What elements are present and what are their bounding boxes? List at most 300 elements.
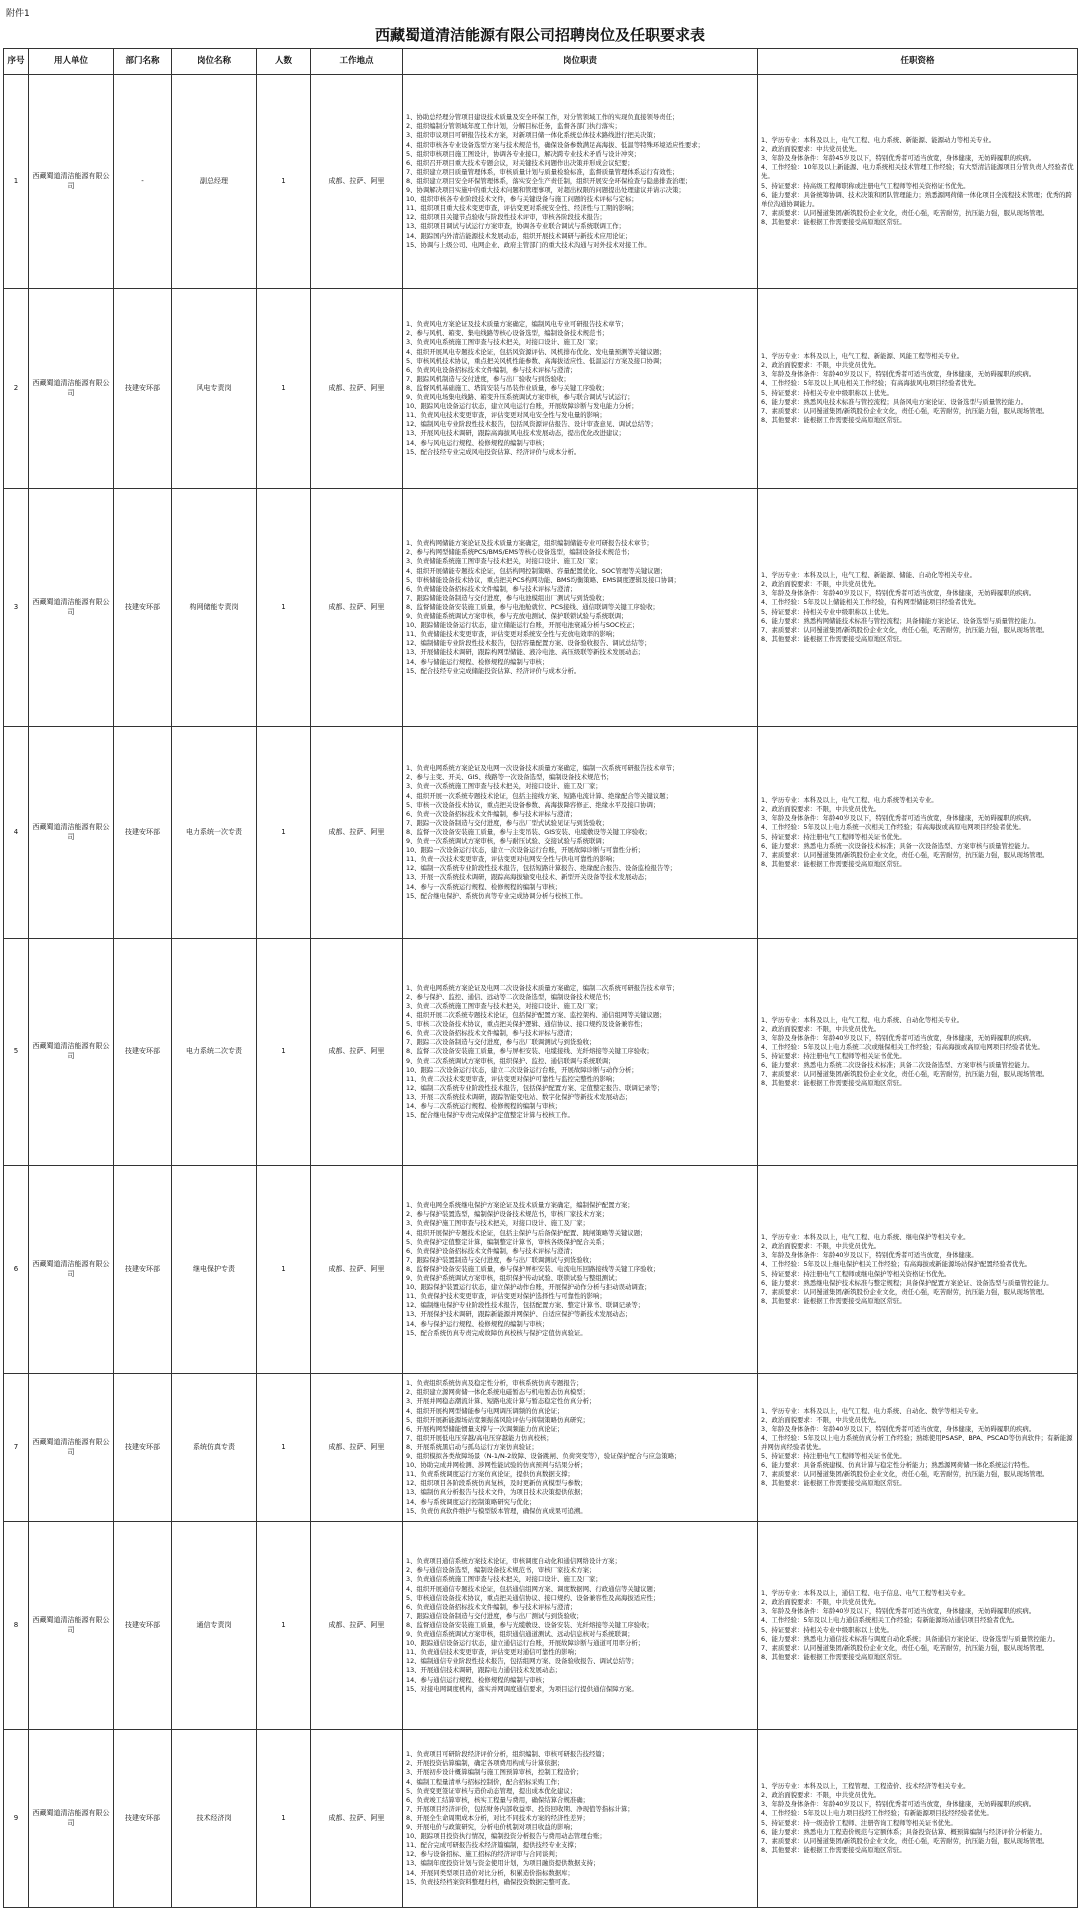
- table-body: [4, 75, 1078, 1908]
- employer-unit: 西藏蜀道清洁能源有限公司: [29, 1374, 114, 1522]
- table-row: [4, 727, 1078, 939]
- qualifications-line: 6、能力要求：熟悉继电保护技术标准与整定规程；具备保护配置方案论证、设备选型与质量管控能力。: [761, 1278, 1053, 1287]
- qualifications-line: 5、持证要求：持注册电气工程师等相关证书优先。: [761, 1452, 906, 1461]
- qualifications: [758, 289, 1078, 489]
- job-duties-line: 6、负责通信设备招标技术文件编制，参与技术评标与澄清；: [406, 1602, 577, 1611]
- job-duties-line: 10、跟踪通信设备运行状态，建立通信运行台账，开展故障诊断与通道可用率分析；: [406, 1639, 645, 1648]
- employer-unit: 西藏蜀道清洁能源有限公司: [29, 489, 114, 727]
- job-duties-line: 4、组织审核各专业设备选型方案与技术规范书，确保设备参数满足高海拔、低温等特殊环境适应性要求；: [406, 140, 705, 149]
- job-duties-line: 14、参与风电运行规程、检修规程的编制与审核；: [406, 438, 549, 447]
- job-duties-line: 3、负责通信系统施工图审查与技术把关，对接口设计、施工及厂家；: [406, 1575, 602, 1584]
- qualifications-line: 3、年龄及身体条件：年龄40岁及以下，特别优秀者可适当放宽，身体健康，无妨碍履职的疾病。: [761, 370, 1036, 379]
- job-duties-line: 10、协助完成并网检测、涉网性能试验的仿真预判与结果分析；: [406, 1461, 587, 1470]
- qualifications-line: 3、年龄及身体条件：年龄40岁及以下，特别优秀者可适当放宽，身体健康，无妨碍履职的疾病。: [761, 814, 1036, 823]
- job-duties-line: 6、负责竣工结算审核，核实工程量与费用，确保结算合规准确；: [406, 1795, 590, 1804]
- qualifications-line: 7、素质要求：认同蜀道集团/新筑股份企业文化，责任心强，吃苦耐劳，抗压能力强，服从现场管理。: [761, 1287, 1049, 1296]
- job-duties-line: 1、负责风电方案论证及技术质量方案确定，编制风电专业可研报告技术章节；: [406, 320, 628, 329]
- job-duties-line: 9、负责保护系统调试方案审核，组织保护传动试验、联锁试验与整组测试；: [406, 1274, 621, 1283]
- qualifications-line: 4、工作经验：5年及以上储能相关工作经验，有构网型储能项目经验者优先。: [761, 598, 981, 607]
- work-location: 成都、拉萨、阿里: [311, 489, 403, 727]
- page-title: 西藏蜀道清洁能源有限公司招聘岗位及任职要求表: [374, 26, 705, 44]
- job-duties-line: 15、负责仿真软件维护与模型版本管理，确保仿真成果可追溯。: [406, 1506, 587, 1515]
- job-duties-line: 12、编制继电保护专业阶段性技术报告，包括配置方案、整定计算书、联调记录等；: [406, 1301, 645, 1310]
- job-duties-line: 15、对接电网调度机构，落实并网调度通信要求，为项目运行提供通信保障方案。: [406, 1684, 638, 1693]
- job-duties-line: 4、组织开展通信专题技术论证，包括通信组网方案、调度数据网、行政通信等关键议题；: [406, 1584, 660, 1593]
- qualifications-line: 8、其他要求：能根据工作需要接受高原地区常驻。: [761, 1845, 906, 1854]
- department-name: 技建安环部: [114, 727, 172, 939]
- qualifications-line: 2、政治面貌要求：不限，中共党员优先。: [761, 361, 881, 370]
- job-duties-line: 10、跟踪项目投资执行情况，编制投资分析报告与费用动态管理台账；: [406, 1832, 606, 1841]
- headcount: 1: [257, 1374, 311, 1522]
- job-duties-line: 5、组织开展新能源场站宽频振荡风险评估与抑制策略仿真研究；: [406, 1415, 590, 1424]
- job-duties-line: 13、编制仿真分析报告与技术文件，为项目技术决策提供依据；: [406, 1488, 587, 1497]
- row-number: 3: [4, 489, 29, 727]
- table-row: [4, 289, 1078, 489]
- job-duties-line: 8、监督风机基础施工、塔筒安装与吊装作业质量，参与关键工序验收；: [406, 383, 609, 392]
- position-name: 系统仿真专责: [172, 1374, 257, 1522]
- position-name: 电力系统一次专责: [172, 727, 257, 939]
- recruitment-table: [3, 48, 1078, 1908]
- department-name: 技建安环部: [114, 939, 172, 1166]
- work-location: 成都、拉萨、阿里: [311, 1166, 403, 1374]
- job-duties-line: 8、监督一次设备安装施工质量，参与主变吊装、GIS安装、电缆敷设等关键工序验收；: [406, 827, 652, 836]
- job-duties-line: 6、负责风电设备招标技术文件编制，参与技术评标与澄清；: [406, 365, 577, 374]
- job-duties-line: 15、配合系统仿真专责完成故障仿真校核与保护定值仿真验证。: [406, 1328, 587, 1337]
- job-duties-line: 14、跟踪国内外清洁能源技术发展动态，组织开展技术调研与新技术应用论证；: [406, 231, 632, 240]
- job-duties-line: 9、负责通信系统调试方案审核，组织通信通道测试、远动信息核对与系统联调；: [406, 1630, 634, 1639]
- qualifications-line: 6、能力要求：熟悉电力系统一次设备技术标准；具备一次设备选型、方案审核与质量管控能力。: [761, 841, 1034, 850]
- job-duties-line: 9、负责二次系统调试方案审核，组织保护、监控、通信联调与系统联调；: [406, 1056, 615, 1065]
- qualifications-line: 7、素质要求：认同蜀道集团/新筑股份企业文化，责任心强，吃苦耐劳，抗压能力强，服从现场管理。: [761, 1643, 1049, 1652]
- employer-unit: 西藏蜀道清洁能源有限公司: [29, 1166, 114, 1374]
- qualifications-line: 8、其他要求：能根据工作需要接受高原地区常驻。: [761, 1479, 906, 1488]
- position-name: 风电专责岗: [172, 289, 257, 489]
- department-name: 技建安环部: [114, 289, 172, 489]
- qualifications-line: 1、学历专业：本科及以上，电气工程、电力系统、继电保护等相关专业。: [761, 1233, 970, 1242]
- qualifications-line: 7、素质要求：认同蜀道集团/新筑股份企业文化，责任心强，吃苦耐劳，抗压能力强，服从现场管理。: [761, 208, 1049, 217]
- work-location: 成都、拉萨、阿里: [311, 1522, 403, 1730]
- job-duties-line: 13、编制年度投资计划与资金使用计划，为项目融资提供数据支持；: [406, 1859, 600, 1868]
- position-name: 技术经济岗: [172, 1730, 257, 1908]
- job-duties-line: 11、负责通信技术变更审查，评估变更对通信可靠性的影响；: [406, 1648, 581, 1657]
- job-duties: [403, 1522, 758, 1730]
- job-duties-line: 9、负责一次系统调试方案审核，参与耐压试验、交接试验与系统联调；: [406, 837, 609, 846]
- job-duties-line: 10、跟踪风电设备运行状态，建立风电运行台账，开展故障诊断与发电能力分析；: [406, 402, 638, 411]
- qualifications-line: 6、能力要求：熟悉电力通信技术标准与调度自动化系统；具备通信方案论证、设备选型与质量管控能力。: [761, 1634, 1060, 1643]
- table-row: [4, 1166, 1078, 1374]
- qualifications-line: 2、政治面貌要求：不限，中共党员优先。: [761, 1791, 881, 1800]
- qualifications-line: 7、素质要求：认同蜀道集团/新筑股份企业文化，责任心强，吃苦耐劳，抗压能力强，服从现场管理。: [761, 1470, 1049, 1479]
- qualifications-line: 3、年龄及身体条件：年龄40岁及以下，特别优秀者可适当放宽，身体健康。: [761, 1251, 978, 1260]
- job-duties-line: 13、开展二次系统技术调研，跟踪智能变电站、数字化保护等新技术发展动态；: [406, 1092, 632, 1101]
- job-duties-line: 1、负责项目可研阶段经济评价分析，组织编制、审核可研报告技经篇；: [406, 1750, 609, 1759]
- qualifications-line: 8、其他要求：能根据工作需要接受高原地区常驻。: [761, 415, 906, 424]
- row-number: 8: [4, 1522, 29, 1730]
- job-duties: [403, 1374, 758, 1522]
- job-duties-line: 1、负责项目通信系统方案技术论证，审核调度自动化和通信网络设计方案；: [406, 1557, 621, 1566]
- job-duties-line: 2、开展投资估算编制，确定各项费用构成与计算依据；: [406, 1759, 564, 1768]
- qualifications-line: 8、其他要求：能根据工作需要接受高原地区常驻。: [761, 1652, 906, 1661]
- job-duties-line: 1、负责构网储能方案论证及技术质量方案确定，组织编制储能专业可研报告技术章节；: [406, 539, 653, 548]
- qualifications-line: 4、工作经验：5年及以上电力系统一次相关工作经验；有高海拔或高原电网项目经验者优先。: [761, 823, 1025, 832]
- headcount: 1: [257, 75, 311, 289]
- qualifications-line: 4、工作经验：5年及以上继电保护相关工作经验；有高海拔或新能源场站保护配置经验者优先。: [761, 1260, 1032, 1269]
- employer-unit: 西藏蜀道清洁能源有限公司: [29, 939, 114, 1166]
- job-duties-line: 7、跟踪保护装置制造与交付进度，参与出厂联调测试与到货验收；: [406, 1255, 596, 1264]
- qualifications: [758, 727, 1078, 939]
- department-name: 技建安环部: [114, 489, 172, 727]
- job-duties-line: 6、负责保护设备招标技术文件编制，参与技术评标与澄清；: [406, 1246, 577, 1255]
- job-duties-line: 7、跟踪通信设备制造与交付进度，参与出厂测试与到货验收；: [406, 1611, 583, 1620]
- work-location: 成都、拉萨、阿里: [311, 289, 403, 489]
- headcount: 1: [257, 1522, 311, 1730]
- job-duties-line: 13、组织项目调试与试运行方案审查，协调各专业联合调试与系统联调工作；: [406, 222, 626, 231]
- job-duties-line: 12、编制通信专业阶段性技术报告，包括组网方案、设备验收报告、调试总结等；: [406, 1657, 638, 1666]
- job-duties-line: 8、开展全生命周期成本分析，对比不同技术方案的经济性差异；: [406, 1813, 590, 1822]
- qualifications: [758, 1374, 1078, 1522]
- position-name: 副总经理: [172, 75, 257, 289]
- job-duties-line: 8、监督储能设备安装施工质量，参与电池舱就位、PCS接线、通信联调等关键工序验收；: [406, 602, 659, 611]
- job-duties-line: 7、跟踪一次设备制造与交付进度，参与出厂型式试验见证与到货验收；: [406, 818, 609, 827]
- department-name: 技建安环部: [114, 1166, 172, 1374]
- qualifications-line: 5、持证要求：持注册电气工程师等相关证书优先。: [761, 832, 906, 841]
- qualifications-line: 8、其他要求：能根据工作需要接受高原地区常驻。: [761, 634, 906, 643]
- position-name: 通信专责岗: [172, 1522, 257, 1730]
- job-duties-line: 4、组织开展风电专题技术论证，包括风资源评估、风机排布优化、发电量预测等关键议题；: [406, 347, 666, 356]
- qualifications-line: 3、年龄及身体条件：年龄40岁及以下，特别优秀者可适当放宽，身体健康，无妨碍履职的疾病。: [761, 1424, 1036, 1433]
- job-duties-line: 1、负责电网系统方案论证及电网一次设备技术质量方案确定，编制一次系统可研报告技术章节；: [406, 764, 679, 773]
- job-duties-line: 1、负责电网系统方案论证及电网二次设备技术质量方案确定，编制二次系统可研报告技术章节；: [406, 983, 679, 992]
- row-number: 9: [4, 1730, 29, 1908]
- job-duties-line: 7、跟踪储能设备制造与交付进度，参与电池模组出厂测试与到货验收；: [406, 593, 609, 602]
- qualifications-line: 3、年龄及身体条件：年龄40岁及以下，特别优秀者可适当放宽，身体健康，无妨碍履职的疾病。: [761, 1033, 1036, 1042]
- job-duties-line: 15、配合继电保护专责完成保护定值整定计算与校核工作。: [406, 1111, 574, 1120]
- qualifications-line: 1、学历专业：本科及以上，电气工程、电力系统等相关专业。: [761, 796, 938, 805]
- header-cell: 人数: [257, 49, 311, 75]
- job-duties-line: 2、参与构网型储能系统PCS/BMS/EMS等核心设备选型，编制设备技术规范书；: [406, 548, 634, 557]
- position-name: 继电保护专责: [172, 1166, 257, 1374]
- job-duties-line: 4、组织开展保护专题技术论证，包括主保护与后备保护配置、跳闸策略等关键议题；: [406, 1228, 647, 1237]
- headcount: 1: [257, 939, 311, 1166]
- work-location: 成都、拉萨、阿里: [311, 939, 403, 1166]
- job-duties-line: 10、跟踪二次设备运行状态，建立二次设备运行台账，开展故障诊断与动作分析；: [406, 1065, 638, 1074]
- headcount: 1: [257, 289, 311, 489]
- qualifications-line: 3、年龄及身体条件：年龄45岁及以下，特别优秀者可适当放宽，身体健康，无妨碍履职的疾病。: [761, 154, 1036, 163]
- job-duties-line: 4、编制工程量清单与招标控制价，配合招标采购工作；: [406, 1777, 564, 1786]
- qualifications-line: 4、工作经验：5年及以上风电相关工作经验；有高海拔风电项目经验者优先。: [761, 379, 981, 388]
- job-duties-line: 5、审核储能设备技术协议，重点把关PCS构网功能、BMS均衡策略、EMS调度逻辑及接口协调；: [406, 575, 681, 584]
- row-number: 4: [4, 727, 29, 939]
- job-duties-line: 2、参与通信设备选型，编制设备技术规范书，审核厂家技术方案；: [406, 1566, 596, 1575]
- employer-unit: 西藏蜀道清洁能源有限公司: [29, 75, 114, 289]
- job-duties-line: 4、组织开展储能专题技术论证，包括构网控制策略、容量配置优化、SOC管理等关键议题；: [406, 566, 667, 575]
- job-duties-line: 12、参与设备招标、施工招标的经济评审与合同谈判；: [406, 1850, 562, 1859]
- header-cell: 岗位职责: [403, 49, 758, 75]
- job-duties-line: 14、参与二次系统运行规程、检修规程的编制与审核；: [406, 1102, 562, 1111]
- job-duties: [403, 289, 758, 489]
- department-name: 技建安环部: [114, 1730, 172, 1908]
- qualifications-line: 4、工作经验：5年及以上电力项目技经工作经验；有新能源项目技经经验者优先。: [761, 1809, 993, 1818]
- employer-unit: 西藏蜀道清洁能源有限公司: [29, 727, 114, 939]
- job-duties-line: 13、开展一次系统技术调研，跟踪高海拔输变电技术、新型开关设备等技术发展动态；: [406, 873, 651, 882]
- qualifications-line: 7、素质要求：认同蜀道集团/新筑股份企业文化，责任心强，吃苦耐劳，抗压能力强，服从现场管理。: [761, 850, 1049, 859]
- job-duties-line: 3、负责储能系统施工图审查与技术把关，对接口设计、施工及厂家；: [406, 557, 602, 566]
- job-duties-line: 5、审核风机技术协议，重点把关风机性能参数、高海拔适应性、低温运行方案及接口协调；: [406, 356, 666, 365]
- qualifications-line: 6、能力要求：具备系统建模、仿真计算与稳定性分析能力；熟悉源网荷储一体化系统运行特性。: [761, 1461, 1034, 1470]
- qualifications-line: 1、学历专业：本科及以上，电气工程、电力系统、新能源、能源动力等相关专业。: [761, 136, 996, 145]
- job-duties-line: 8、监督二次设备安装施工质量，参与屏柜安装、电缆接线、光纤熔接等关键工序验收；: [406, 1047, 653, 1056]
- job-duties-line: 4、组织开展构网型储能参与电网调压调频的仿真论证；: [406, 1406, 564, 1415]
- job-duties: [403, 75, 758, 289]
- header-cell: 用人单位: [29, 49, 114, 75]
- qualifications-line: 2、政治面貌要求：不限，中共党员优先。: [761, 1242, 881, 1251]
- job-duties: [403, 727, 758, 939]
- table-row: [4, 1730, 1078, 1908]
- employer-unit: 西藏蜀道清洁能源有限公司: [29, 1522, 114, 1730]
- job-duties-line: 2、参与主变、开关、GIS、线路等一次设备选型，编制设备技术规范书；: [406, 773, 613, 782]
- job-duties-line: 9、负责储能系统调试方案审核，参与充放电测试、保护联锁试验与系统联调；: [406, 612, 628, 621]
- qualifications-line: 1、学历专业：本科及以上，通信工程、电子信息、电气工程等相关专业。: [761, 1589, 970, 1598]
- position-name: 构网储能专责岗: [172, 489, 257, 727]
- job-duties-line: 10、跟踪保护装置运行状态，建立保护动作台账，开展保护动作分析与拒动误动调查；: [406, 1283, 651, 1292]
- qualifications: [758, 1730, 1078, 1908]
- table-header-row: [4, 49, 1078, 75]
- job-duties-line: 1、负责电网全系统继电保护方案论证及技术质量方案确定，编制保护配置方案；: [406, 1201, 634, 1210]
- job-duties-line: 11、负责保护技术变更审查，评估变更对保护选择性与可靠性的影响；: [406, 1292, 606, 1301]
- job-duties-line: 13、开展通信技术调研，跟踪电力通信技术发展动态；: [406, 1666, 562, 1675]
- department-name: 技建安环部: [114, 1522, 172, 1730]
- job-duties-line: 3、负责二次系统施工图审查与技术把关，对接口设计、施工及厂家；: [406, 1001, 602, 1010]
- job-duties: [403, 489, 758, 727]
- work-location: 成都、拉萨、阿里: [311, 1374, 403, 1522]
- qualifications-line: 8、其他要求：能根据工作需要接受高原地区常驻。: [761, 217, 906, 226]
- qualifications-line: 4、工作经验：5年及以上电力系统仿真分析工作经验；熟练使用PSASP、BPA、PSCAD等仿真软件；有新能源并网仿真经验者优先。: [761, 1433, 1073, 1451]
- department-name: 技建安环部: [114, 1374, 172, 1522]
- job-duties-line: 2、参与保护装置选型，编制保护设备技术规范书，审核厂家技术方案；: [406, 1210, 609, 1219]
- qualifications-line: 5、持证要求：持一级造价工程师、注册咨询工程师等相关证书优先。: [761, 1818, 957, 1827]
- job-duties-line: 15、配合技经专业完成风电投资估算、经济评价与成本分析。: [406, 447, 581, 456]
- qualifications-line: 2、政治面貌要求：不限，中共党员优先。: [761, 1024, 881, 1033]
- job-duties-line: 8、监督通信设备安装施工质量，参与光缆敷设、设备安装、光纤熔接等关键工序验收；: [406, 1620, 653, 1629]
- job-duties-line: 7、跟踪二次设备制造与交付进度，参与出厂联调测试与到货验收；: [406, 1038, 596, 1047]
- row-number: 1: [4, 75, 29, 289]
- job-duties-line: 14、参与一次系统运行规程、检修规程的编制与审核；: [406, 882, 562, 891]
- work-location: 成都、拉萨、阿里: [311, 727, 403, 939]
- qualifications-line: 7、素质要求：认同蜀道集团/新筑股份企业文化，责任心强，吃苦耐劳，抗压能力强，服从现场管理。: [761, 625, 1049, 634]
- job-duties-line: 6、负责二次设备招标技术文件编制，参与技术评标与澄清；: [406, 1029, 577, 1038]
- header-cell: 任职资格: [758, 49, 1078, 75]
- header-cell: 序号: [4, 49, 29, 75]
- job-duties-line: 7、开展项目经济评价，包括财务内部收益率、投资回收期、净现值等指标计算；: [406, 1804, 634, 1813]
- qualifications-line: 8、其他要求：能根据工作需要接受高原地区常驻。: [761, 1296, 906, 1305]
- job-duties-line: 5、审核一次设备技术协议，重点把关设备参数、高海拔降容修正、绝缘水平及接口协调；: [406, 800, 660, 809]
- job-duties-line: 1、协助总经理分管项目建设技术质量及安全环保工作，对分管领域工作的实现负直接领导责任；: [406, 113, 679, 122]
- qualifications-line: 2、政治面貌要求：不限，中共党员优先。: [761, 1415, 881, 1424]
- qualifications-line: 7、素质要求：认同蜀道集团/新筑股份企业文化，责任心强，吃苦耐劳，抗压能力强，服从现场管理。: [761, 406, 1049, 415]
- qualifications-line: 2、政治面貌要求：中共党员优先。: [761, 145, 861, 154]
- job-duties-line: 12、编制一次系统专业阶段性技术报告，包括短路计算报告、绝缘配合报告、设备监检报告等；: [406, 864, 677, 873]
- qualifications-line: 2、政治面貌要求：不限，中共党员优先。: [761, 805, 881, 814]
- job-duties-line: 15、配合技经专业完成储能投资估算、经济评价与成本分析。: [406, 666, 581, 675]
- job-duties-line: 8、监督保护设备安装施工质量，参与保护屏柜安装、电流电压回路接线等关键工序验收；: [406, 1264, 660, 1273]
- job-duties-line: 15、协调与上级公司、电网企业、政府主管部门的重大技术沟通与对外技术对接工作。: [406, 240, 651, 249]
- job-duties: [403, 1166, 758, 1374]
- job-duties-line: 9、负责风电场集电线路、箱变升压系统调试方案审核，参与联合调试与试运行；: [406, 393, 634, 402]
- qualifications-line: 4、工作经验：10年及以上新能源、电力系统相关技术管理工作经验；有大型清洁能源项目分管负责人经验者优先。: [761, 163, 1074, 181]
- position-name: 电力系统二次专责: [172, 939, 257, 1166]
- qualifications-line: 6、能力要求：熟悉电力工程造价规范与定额体系；具备投资估算、概预算编制与经济评价分析能力。: [761, 1827, 1047, 1836]
- row-number: 2: [4, 289, 29, 489]
- headcount: 1: [257, 727, 311, 939]
- job-duties-line: 8、组织建立项目安全环保管理体系，落实安全生产责任制，组织开展安全环保检查与隐患排查治理；: [406, 176, 692, 185]
- qualifications-line: 1、学历专业：本科及以上，电气工程、新能源、风能工程等相关专业。: [761, 352, 964, 361]
- job-duties-line: 5、审核通信设备技术协议，重点把关通信协议、接口规约、设备兼容性及高海拔适应性；: [406, 1593, 660, 1602]
- qualifications-line: 8、其他要求：能根据工作需要接受高原地区常驻。: [761, 1079, 906, 1088]
- job-duties-line: 7、跟踪风机制造与交付进度，参与出厂验收与到货验收；: [406, 374, 570, 383]
- job-duties-line: 9、组织模拟各类故障场景（N-1/N-2故障、设备跳闸、负荷突变等），验证保护配合与应急策略；: [406, 1452, 681, 1461]
- job-duties: [403, 939, 758, 1166]
- qualifications: [758, 939, 1078, 1166]
- job-duties-line: 5、审核二次设备技术协议，重点把关保护逻辑、通信协议、接口规约及设备兼容性；: [406, 1020, 647, 1029]
- job-duties-line: 13、开展保护技术调研，跟踪新能源并网保护、自适应保护等新技术发展动态；: [406, 1310, 632, 1319]
- header-cell: 工作地点: [311, 49, 403, 75]
- job-duties-line: 11、负责风电技术变更审查，评估变更对风电安全性与发电量的影响；: [406, 411, 606, 420]
- job-duties-line: 11、负责二次技术变更审查，评估变更对保护可靠性与监控完整性的影响；: [406, 1074, 619, 1083]
- job-duties-line: 8、开展系统黑启动与孤岛运行方案仿真验证；: [406, 1442, 538, 1451]
- qualifications-line: 3、年龄及身体条件：年龄40岁及以下，特别优秀者可适当放宽，身体健康，无妨碍履职的疾病。: [761, 589, 1036, 598]
- job-duties-line: 2、参与风机、箱变、集电线路等核心设备选型，编制设备技术规范书；: [406, 329, 609, 338]
- qualifications-line: 7、素质要求：认同蜀道集团/新筑股份企业文化，责任心强，吃苦耐劳，抗压能力强，服从现场管理。: [761, 1070, 1049, 1079]
- job-duties-line: 12、组织项目各阶段系统仿真复核，及时更新仿真模型与参数；: [406, 1479, 587, 1488]
- qualifications: [758, 489, 1078, 727]
- job-duties-line: 3、组织审议项目可研报告技术方案，对新项目储一体化系统总体技术路线进行把关决策；: [406, 131, 660, 140]
- job-duties-line: 10、跟踪储能设备运行状态，建立储能运行台账，开展电池衰减分析与SOC校正；: [406, 621, 639, 630]
- job-duties-line: 11、负责储能技术变更审查，评估变更对系统安全性与充放电效率的影响；: [406, 630, 619, 639]
- job-duties-line: 12、编制储能专业阶段性技术报告，包括容量配置方案、设备验收报告、调试总结等；: [406, 639, 651, 648]
- qualifications-line: 1、学历专业：本科及以上，电气工程、新能源、储能、自动化等相关专业。: [761, 571, 976, 580]
- qualifications-line: 5、持证要求：持高级工程师职称或注册电气工程师等相关资格证书优先。: [761, 181, 970, 190]
- job-duties-line: 6、开展构网型储能惯量支撑与一次调频能力仿真论证；: [406, 1424, 564, 1433]
- job-duties-line: 13、开展风电技术调研，跟踪高海拔风电技术发展动态，提出优化改进建议；: [406, 429, 626, 438]
- row-number: 6: [4, 1166, 29, 1374]
- qualifications-line: 6、能力要求：熟悉风电技术标准与管控流程；具备风电方案论证、设备选型与质量管控能力。: [761, 397, 1028, 406]
- job-duties-line: 11、组织项目重大技术变更审查，评估变更对系统安全性、经济性与工期的影响；: [406, 204, 638, 213]
- table-row: [4, 1522, 1078, 1730]
- job-duties-line: 12、组织项目关键节点验收与阶段性技术评审，审核各阶段技术报告；: [406, 213, 606, 222]
- qualifications-line: 8、其他要求：能根据工作需要接受高原地区常驻。: [761, 859, 906, 868]
- job-duties-line: 6、组织召开项目重大技术专题会议，对关键技术问题作出决策并形成会议纪要；: [406, 158, 634, 167]
- qualifications-line: 2、政治面貌要求：不限，中共党员优先。: [761, 580, 881, 589]
- qualifications-line: 1、学历专业：本科及以上，电气工程、电力系统、自动化等相关专业。: [761, 1015, 964, 1024]
- job-duties-line: 14、开展同类型项目造价对比分析，积累造价指标数据库；: [406, 1868, 574, 1877]
- work-location: 成都、拉萨、阿里: [311, 75, 403, 289]
- job-duties-line: 3、负责保护施工图审查与技术把关，对接口设计、施工及厂家；: [406, 1219, 590, 1228]
- job-duties-line: 1、负责组织系统仿真及稳定性分析，审核系统仿真专题报告；: [406, 1379, 583, 1388]
- job-duties-line: 4、组织开展一次系统专题技术论证，包括主接线方案、短路电流计算、绝缘配合等关键议题；: [406, 791, 673, 800]
- job-duties-line: 14、参与通信运行规程、检修规程的编制与审核；: [406, 1675, 549, 1684]
- job-duties-line: 5、负责保护定值整定计算，编制整定计算书，审核各级保护配合关系；: [406, 1237, 609, 1246]
- annex-label: 附件1: [6, 9, 30, 19]
- job-duties-line: 5、组织审核项目施工图设计，协调各专业接口，解决跨专业技术矛盾与设计冲突；: [406, 149, 641, 158]
- job-duties-line: 2、组织建立源网荷储一体化系统电磁暂态与机电暂态仿真模型；: [406, 1388, 590, 1397]
- job-duties-line: 15、配合继电保护、系统仿真等专业完成协调分析与校核工作。: [406, 891, 587, 900]
- job-duties-line: 11、负责系统调度运行方案仿真论证，提供仿真数据支撑；: [406, 1470, 574, 1479]
- job-duties-line: 9、协调解决项目实施中的重大技术问题和管理事项，对超出权限的问题提出处理建议并请示决策；: [406, 186, 685, 195]
- job-duties-line: 15、负责技经档案资料整理归档，确保投资数据完整可查。: [406, 1877, 574, 1886]
- qualifications: [758, 1522, 1078, 1730]
- qualifications-line: 1、学历专业：本科及以上，电气工程、电力系统、自动化、数学等相关专业。: [761, 1406, 983, 1415]
- qualifications-line: 6、能力要求：具备统筹协调、技术决策和团队管理能力；熟悉源网荷储一体化项目全流程技术管理；优秀的跨单位沟通协调能力。: [761, 190, 1072, 208]
- qualifications-line: 4、工作经验：5年及以上电力系统二次或继保相关工作经验；有高海拔或高原电网项目经验者优先。: [761, 1042, 1044, 1051]
- table-row: [4, 1374, 1078, 1522]
- qualifications-line: 5、持证要求：持相关专业中级职称以上优先。: [761, 388, 893, 397]
- job-duties-line: 3、开展初步设计概算编制与施工图预算审核，控制工程造价；: [406, 1768, 583, 1777]
- qualifications-line: 5、持证要求：持相关专业中级职称以上优先。: [761, 607, 893, 616]
- qualifications-line: 3、年龄及身体条件：年龄40岁及以下，特别优秀者可适当放宽，身体健康，无妨碍履职的疾病。: [761, 1607, 1036, 1616]
- job-duties-line: 14、参与保护运行规程、检修规程的编制与审核；: [406, 1319, 549, 1328]
- table-row: [4, 939, 1078, 1166]
- qualifications-line: 3、年龄及身体条件：年龄40岁及以下，特别优秀者可适当放宽，身体健康，无妨碍履职的疾病。: [761, 1800, 1036, 1809]
- table-row: [4, 489, 1078, 727]
- qualifications-line: 4、工作经验：5年及以上电力通信系统相关工作经验；有新能源场站通信项目经验者优先。: [761, 1616, 1019, 1625]
- qualifications-line: 5、持证要求：持注册电气工程师或继电保护等相关资格证书优先。: [761, 1269, 951, 1278]
- job-duties-line: 3、负责一次系统施工图审查与技术把关，对接口设计、施工及厂家；: [406, 782, 602, 791]
- job-duties-line: 6、负责一次设备招标技术文件编制，参与技术评标与澄清；: [406, 809, 577, 818]
- job-duties-line: 7、组织建立项目质量管理体系，审核质量计划与质量检验标准，监督质量管理体系运行有效性；: [406, 167, 679, 176]
- job-duties-line: 12、编制风电专业阶段性技术报告，包括风资源评估报告、设计审查意见、调试总结等；: [406, 420, 657, 429]
- job-duties: [403, 1730, 758, 1908]
- qualifications-line: 6、能力要求：熟悉构网储能技术标准与管控流程；具备储能方案论证、设备选型与质量管控能力。: [761, 616, 1040, 625]
- job-duties-line: 14、参与储能运行规程、检修规程的编制与审核；: [406, 657, 549, 666]
- job-duties-line: 10、组织审核各专业阶段技术文件，参与关键设备与施工问题的技术评标与定标；: [406, 195, 638, 204]
- qualifications: [758, 75, 1078, 289]
- qualifications-line: 5、持证要求：持相关专业中级职称以上优先。: [761, 1625, 893, 1634]
- qualifications-line: 1、学历专业：本科及以上，工程管理、工程造价、技术经济等相关专业。: [761, 1782, 970, 1791]
- job-duties-line: 13、开展储能技术调研，跟踪构网型储能、液冷电池、高压级联等新技术发展动态；: [406, 648, 645, 657]
- job-duties-line: 3、负责风电系统施工图审查与技术把关，对接口设计、施工及厂家；: [406, 338, 602, 347]
- header-cell: 岗位名称: [172, 49, 257, 75]
- job-duties-line: 5、负责变更签证审核与造价动态管理，提出成本优化建议；: [406, 1786, 577, 1795]
- row-number: 7: [4, 1374, 29, 1522]
- work-location: 成都、拉萨、阿里: [311, 1730, 403, 1908]
- headcount: 1: [257, 1730, 311, 1908]
- table-row: [4, 75, 1078, 289]
- qualifications-line: 5、持证要求：持注册电气工程师等相关证书优先。: [761, 1052, 906, 1060]
- employer-unit: 西藏蜀道清洁能源有限公司: [29, 1730, 114, 1908]
- qualifications-line: 6、能力要求：熟悉电力系统二次设备技术标准；具备二次设备选型、方案审核与质量管控能力。: [761, 1061, 1034, 1070]
- job-duties-line: 11、配合完成可研报告技术经济篇编制，提供技经专业支撑；: [406, 1841, 581, 1850]
- job-duties-line: 3、开展并网稳态潮流计算、短路电流计算与暂态稳定性仿真分析；: [406, 1397, 596, 1406]
- qualifications: [758, 1166, 1078, 1374]
- header-cell: 部门名称: [114, 49, 172, 75]
- qualifications-line: 2、政治面貌要求：不限，中共党员优先。: [761, 1598, 881, 1607]
- row-number: 5: [4, 939, 29, 1166]
- job-duties-line: 11、负责一次技术变更审查，评估变更对电网安全性与供电可靠性的影响；: [406, 855, 619, 864]
- department-name: -: [114, 75, 172, 289]
- job-duties-line: 14、参与系统调度运行控制策略研究与优化；: [406, 1497, 536, 1506]
- job-duties-line: 9、开展电价与政策研究，分析电价机制对项目收益的影响；: [406, 1823, 577, 1832]
- job-duties-line: 10、跟踪一次设备运行状态，建立一次设备运行台账，开展故障诊断与可靠性分析；: [406, 846, 645, 855]
- headcount: 1: [257, 1166, 311, 1374]
- job-duties-line: 12、编制二次系统专业阶段性技术报告，包括保护配置方案、定值整定报告、联调记录等；: [406, 1083, 664, 1092]
- job-duties-line: 7、组织开展低电压穿越/高电压穿越能力仿真校核；: [406, 1433, 553, 1442]
- qualifications-line: 7、素质要求：认同蜀道集团/新筑股份企业文化，责任心强，吃苦耐劳，抗压能力强，服从现场管理。: [761, 1836, 1049, 1845]
- job-duties-line: 6、负责储能设备招标技术文件编制，参与技术评标与澄清；: [406, 584, 577, 593]
- employer-unit: 西藏蜀道清洁能源有限公司: [29, 289, 114, 489]
- job-duties-line: 2、组织编制分管领域年度工作计划，分解目标任务，监督各部门执行落实；: [406, 122, 621, 131]
- job-duties-line: 2、参与保护、监控、通信、远动等二次设备选型，编制设备技术规范书；: [406, 992, 615, 1001]
- headcount: 1: [257, 489, 311, 727]
